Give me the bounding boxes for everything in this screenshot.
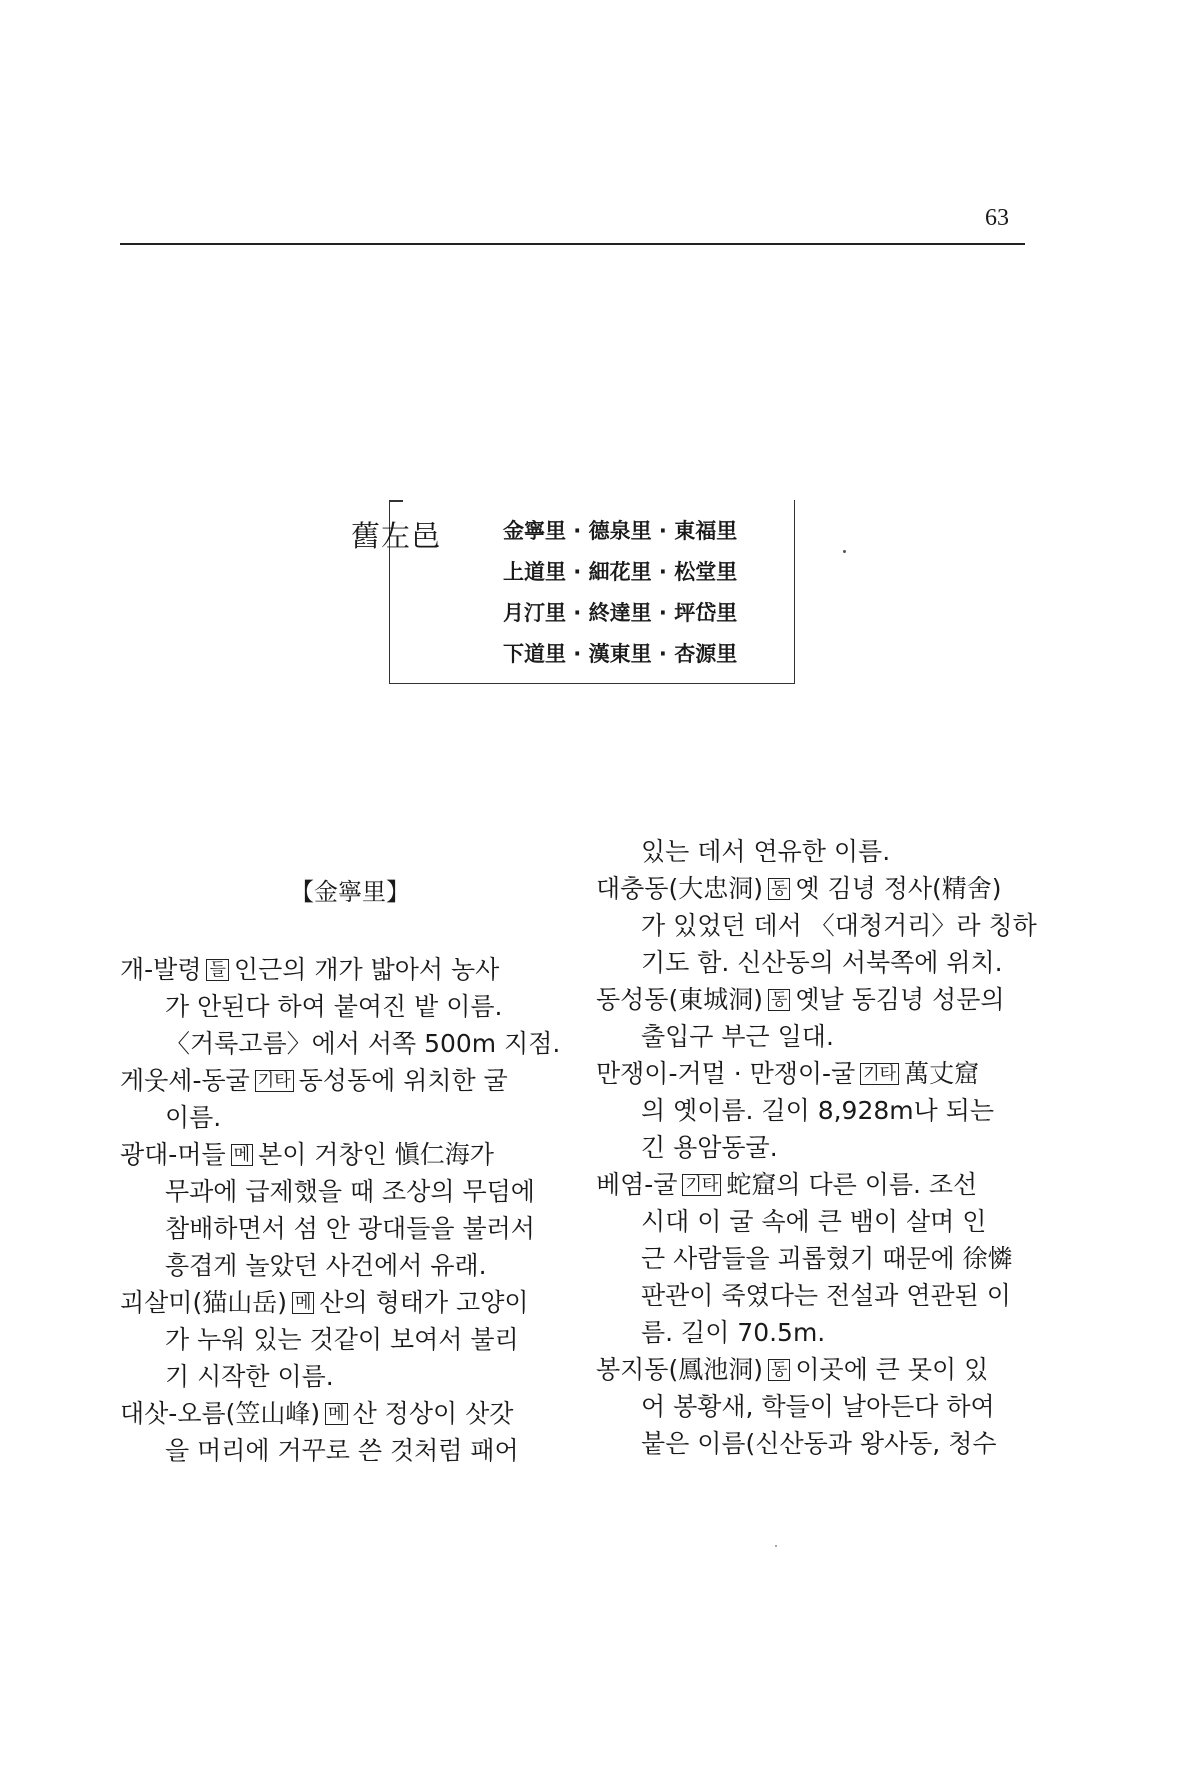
category-tag: 동 <box>768 878 790 900</box>
entry-headword-line <box>120 951 560 988</box>
entry-text-line <box>596 1240 1037 1277</box>
entry-text: 긴 용암동굴. <box>641 1133 778 1162</box>
entry-text: 가 있었던 데서 〈대청거리〉라 칭하 <box>641 911 1037 940</box>
entry-text-line <box>596 944 1037 981</box>
entry-text: 萬丈窟 <box>904 1059 980 1088</box>
entry-headword: 게웃세-동굴 <box>120 1066 250 1095</box>
entry-text: 시대 이 굴 속에 큰 뱀이 살며 인 <box>641 1207 987 1236</box>
entry-headword-line <box>596 981 1037 1018</box>
entry-text: 판관이 죽였다는 전설과 연관된 이 <box>641 1281 1011 1310</box>
entry-headword: 만쟁이-거멀 · 만쟁이-굴 <box>596 1059 856 1088</box>
entry-text-line <box>596 1018 1037 1055</box>
entry-text: 이곳에 큰 못이 있 <box>795 1355 989 1384</box>
entry-text: 무과에 급제했을 때 조상의 무덤에 <box>165 1177 535 1206</box>
entry-text: 동성동에 위치한 굴 <box>298 1066 508 1095</box>
toc-line: 上道里 · 細花里 · 松堂里 <box>503 560 738 584</box>
entry-text: 가 안된다 하여 붙여진 밭 이름. <box>165 992 503 1021</box>
entry-text-line <box>120 1321 560 1358</box>
entry-headword: 대충동(大忠洞) <box>596 874 763 903</box>
category-tag: 들 <box>206 959 228 981</box>
entry-text: 참배하면서 섬 안 광대들을 불러서 <box>165 1214 535 1243</box>
header-rule <box>120 243 1025 245</box>
entry-text-line <box>596 1425 1037 1462</box>
entry-text: 이름. <box>165 1103 222 1132</box>
entry-text: 을 머리에 거꾸로 쓴 것처럼 패어 <box>165 1436 519 1465</box>
entry-text-line <box>120 1432 560 1469</box>
toc-line: 月汀里 · 終達里 · 坪岱里 <box>503 601 738 625</box>
entry-text: 붙은 이름(신산동과 왕사동, 청수 <box>641 1429 997 1458</box>
entry-text: 름. 길이 70.5m. <box>641 1318 826 1347</box>
left-column <box>120 951 560 1469</box>
category-tag: 메 <box>325 1403 347 1425</box>
category-tag: 메 <box>292 1292 314 1314</box>
entry-text-line <box>596 907 1037 944</box>
entry-headword-line <box>120 1062 560 1099</box>
entry-headword-line <box>596 1351 1037 1388</box>
category-tag: 기타 <box>860 1063 899 1085</box>
entry-text-line <box>120 988 560 1025</box>
entry-text: 옛 김녕 정사(精舍) <box>795 874 1002 903</box>
toc-line: 下道里 · 漢東里 · 杏源里 <box>503 642 738 666</box>
entry-text: 흥겹게 놀았던 사건에서 유래. <box>165 1251 487 1280</box>
entry-text: 의 옛이름. 길이 8,928m나 되는 <box>641 1096 995 1125</box>
entry-headword: 광대-머들 <box>120 1140 226 1169</box>
entry-text-line <box>596 1203 1037 1240</box>
entry-text: 기도 함. 신산동의 서북쪽에 위치. <box>641 948 1003 977</box>
category-tag: 동 <box>768 989 790 1011</box>
toc-district-title: 舊左邑 <box>351 519 442 553</box>
page-number: 63 <box>985 205 1009 231</box>
category-tag: 기타 <box>255 1070 294 1092</box>
entry-text: 옛날 동김녕 성문의 <box>795 985 1005 1014</box>
entry-text-line <box>120 1210 560 1247</box>
entry-text-line <box>120 1025 560 1062</box>
entry-text: 산 정상이 삿갓 <box>352 1399 514 1428</box>
entry-text: 가 누워 있는 것같이 보여서 불리 <box>165 1325 519 1354</box>
entry-text: 근 사람들을 괴롭혔기 때문에 徐憐 <box>641 1244 1013 1273</box>
entry-headword: 동성동(東城洞) <box>596 985 763 1014</box>
entry-text-line <box>596 833 1037 870</box>
entry-headword-line <box>120 1284 560 1321</box>
entry-headword-line <box>120 1395 560 1432</box>
entry-text-line <box>596 1314 1037 1351</box>
entry-headword: 괴살미(猫山岳) <box>120 1288 287 1317</box>
entry-text: 〈거룩고름〉에서 서쪽 500m 지점. <box>165 1029 561 1058</box>
entry-text: 산의 형태가 고양이 <box>319 1288 529 1317</box>
entry-text-line <box>596 1277 1037 1314</box>
entry-text: 출입구 부근 일대. <box>641 1022 834 1051</box>
section-heading: 【金寧里】 <box>290 878 410 906</box>
entry-text-line <box>120 1358 560 1395</box>
entry-text-line <box>120 1173 560 1210</box>
entry-headword-line <box>596 1166 1037 1203</box>
entry-text-line <box>120 1099 560 1136</box>
speck <box>775 1545 777 1547</box>
category-tag: 기타 <box>682 1174 721 1196</box>
entry-text: 본이 거창인 愼仁海가 <box>258 1140 494 1169</box>
toc-village-list <box>503 516 737 680</box>
entry-text-line <box>596 1388 1037 1425</box>
entry-text-line <box>120 1247 560 1284</box>
entry-text: 있는 데서 연유한 이름. <box>641 837 891 866</box>
entry-headword: 개-발령 <box>120 955 202 984</box>
entry-text-line <box>596 1129 1037 1166</box>
entry-text: 인근의 개가 밟아서 농사 <box>233 955 500 984</box>
toc-line: 金寧里 · 德泉里 · 東福里 <box>503 519 738 543</box>
category-tag: 메 <box>231 1144 253 1166</box>
entry-headword: 봉지동(鳳池洞) <box>596 1355 763 1384</box>
entry-headword-line <box>596 1055 1037 1092</box>
entry-headword: 베염-굴 <box>596 1170 678 1199</box>
right-column <box>596 833 1037 1462</box>
entry-text: 어 봉황새, 학들이 날아든다 하여 <box>641 1392 995 1421</box>
entry-text: 기 시작한 이름. <box>165 1362 334 1391</box>
speck <box>843 550 846 553</box>
entry-headword-line <box>596 870 1037 907</box>
category-tag: 동 <box>768 1359 790 1381</box>
entry-headword: 대삿-오름(笠山峰) <box>120 1399 321 1428</box>
entry-text: 蛇窟의 다른 이름. 조선 <box>726 1170 978 1199</box>
entry-headword-line <box>120 1136 560 1173</box>
entry-text-line <box>596 1092 1037 1129</box>
